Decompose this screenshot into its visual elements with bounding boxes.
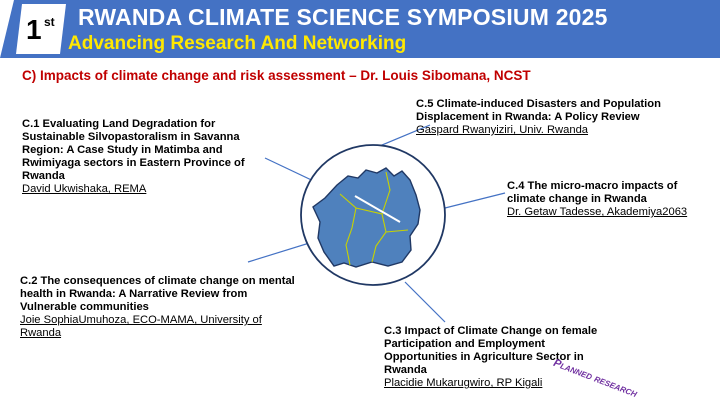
item-c5-title: C.5 Climate-induced Disasters and Population Displacement in Rwanda: A Policy Review <box>416 98 661 123</box>
item-c2-author[interactable]: Joie SophiaUmuhoza, ECO-MAMA, University of Rwanda <box>20 314 262 339</box>
edition-suffix: st <box>44 15 55 29</box>
item-c4-author[interactable]: Dr. Getaw Tadesse, Akademiya2063 <box>507 206 688 218</box>
edition-number: 1 <box>26 14 42 45</box>
planned-research-stamp: Planned research <box>551 357 639 400</box>
symposium-subtitle: Advancing Research And Networking <box>68 33 407 54</box>
connector-c4 <box>445 193 505 208</box>
item-c3-author[interactable]: Placidie Mukarugwiro, RP Kigali <box>384 377 543 389</box>
item-c4 <box>507 180 717 219</box>
connector-c3 <box>405 282 445 322</box>
item-c2-title: C.2 The consequences of climate change on mental health in Rwanda: A Narrative Review from Vulnerable communities <box>20 275 295 313</box>
item-c5-author[interactable]: Gaspard Rwanyiziri, Univ. Rwanda <box>416 124 589 136</box>
section-title: C) Impacts of climate change and risk assessment – Dr. Louis Sibomana, NCST <box>22 68 531 83</box>
item-c4-title: C.4 The micro-macro impacts of climate change in Rwanda <box>507 180 678 205</box>
item-c1 <box>22 118 272 196</box>
item-c3 <box>384 325 614 390</box>
item-c5 <box>416 98 696 137</box>
item-c3-title: C.3 Impact of Climate Change on female Participation and Employment Opportunities in Agriculture Sector in Rwanda <box>384 325 598 376</box>
item-c1-title: C.1 Evaluating Land Degradation for Sustainable Silvopastoralism in Savanna Region: A Case Study in Matimba and Rwimiyaga sectors in Eastern Province of Rwanda <box>22 118 245 182</box>
item-c1-author[interactable]: David Ukwishaka, REMA <box>22 183 147 195</box>
symposium-title: RWANDA CLIMATE SCIENCE SYMPOSIUM 2025 <box>78 4 608 30</box>
item-c2 <box>20 275 305 340</box>
